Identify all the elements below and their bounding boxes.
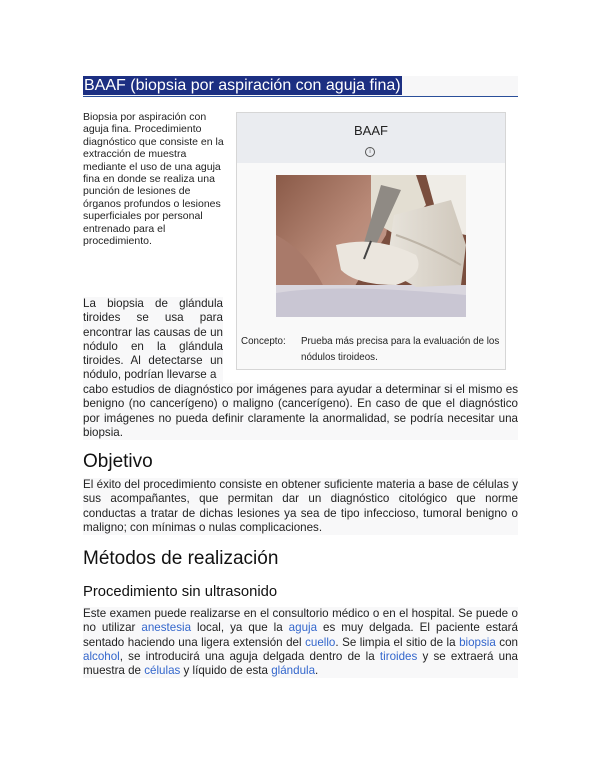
infobox-header bbox=[237, 113, 505, 163]
info-icon[interactable]: i bbox=[365, 147, 375, 157]
procedure-text: es muy delgada. El paciente estará sentado haciendo una ligera extensión del bbox=[83, 621, 518, 649]
procedure-text: . Se limpia el sitio de la bbox=[335, 635, 460, 649]
biopsy-photo[interactable] bbox=[276, 175, 466, 317]
link-cuello[interactable]: cuello bbox=[305, 635, 336, 649]
infobox-title: BAAF bbox=[354, 123, 388, 138]
thyroid-paragraph-full: cabo estudios de diagnóstico por imágenes para ayudar a determinar si el mismo es benigno (no cancerígeno) o maligno (cancerígeno). En caso de que el diagnóstico por imágenes no pueda definir claramente la anormalidad, se podría necesitar una biopsia. bbox=[83, 383, 518, 439]
link-alcohol[interactable]: alcohol bbox=[83, 649, 120, 663]
page-title-text: BAAF (biopsia por aspiración con aguja fina) bbox=[84, 77, 401, 94]
objetivo-heading: Objetivo bbox=[83, 451, 153, 472]
page-title bbox=[83, 76, 518, 97]
biopsy-photo-image bbox=[276, 175, 466, 317]
procedure-text: , se introducirá una aguja delgada dentro de la bbox=[119, 649, 380, 663]
procedure-text: Este examen puede realizarse en el consultorio médico o en el hospital. Se puede o no utilizar bbox=[83, 607, 518, 635]
concept-label: Concepto: bbox=[241, 336, 286, 347]
intro-paragraph: Biopsia por aspiración con aguja fina. Procedimiento diagnóstico que consiste en la extracción de muestra mediante el uso de una aguja fina en donde se realiza una punción de lesiones de órganos profundos o lesiones superficiales por personal entrenado para el procedimiento. bbox=[83, 111, 224, 248]
link-tiroides[interactable]: tiroides bbox=[379, 649, 418, 663]
link-anestesia[interactable]: anestesia bbox=[141, 621, 192, 635]
procedure-text: con bbox=[495, 635, 518, 649]
objetivo-paragraph: El éxito del procedimiento consiste en obtener suficiente materia a base de células y sus acompañantes, que permitan dar un diagnóstico citológico que norme conductas a tratar de dichas lesiones ya sea de tipo infeccioso, tumoral benigno o maligno; con mínimas o nulas complicaciones. bbox=[83, 478, 518, 534]
procedure-paragraph bbox=[83, 607, 518, 678]
procedure-text: y se extraerá una muestra de bbox=[83, 649, 518, 678]
link-aguja[interactable]: aguja bbox=[288, 621, 318, 635]
concept-text: Prueba más precisa para la evaluación de los nódulos tiroideos. bbox=[301, 336, 500, 363]
procedure-text: . bbox=[315, 664, 319, 678]
infobox bbox=[236, 112, 506, 370]
procedure-text: y líquido de esta bbox=[180, 664, 272, 678]
procedure-text: local, ya que la bbox=[191, 621, 289, 635]
thyroid-paragraph-wrapped: La biopsia de glándula tiroides se usa para encontrar las causas de un nódulo en la glándula tiroides. Al detectarse un nódulo, podrían llevarse a bbox=[83, 297, 223, 382]
link-celulas[interactable]: células bbox=[144, 664, 181, 678]
link-glandula[interactable]: glándula bbox=[271, 664, 316, 678]
link-biopsia[interactable]: biopsia bbox=[459, 635, 496, 649]
procedure-subheading: Procedimiento sin ultrasonido bbox=[83, 584, 278, 600]
metodos-heading: Métodos de realización bbox=[83, 548, 279, 569]
